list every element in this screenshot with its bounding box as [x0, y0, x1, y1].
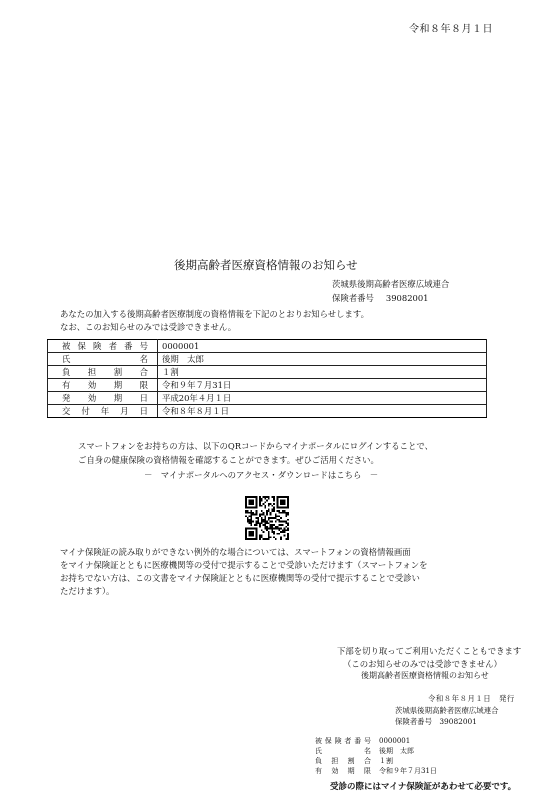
mini-copay-rate-value: １割	[379, 757, 393, 765]
cut-off-note	[337, 647, 521, 673]
table-row	[315, 768, 437, 778]
smartphone-line: ご自身の健康保険の資格情報を確認することができます。ぜひご活用ください。	[78, 455, 379, 465]
smartphone-guidance	[78, 442, 433, 470]
detachable-info	[315, 738, 437, 778]
table-row	[48, 353, 487, 366]
mini-expiry-value: 令和９年７月31日	[379, 767, 437, 775]
table-row	[48, 392, 487, 405]
mini-name-value: 後期 太郎	[379, 747, 414, 755]
intro-text	[60, 310, 369, 336]
issuer-name: 茨城県後期高齢者医療広域連合	[332, 279, 450, 289]
name-value: 後期 太郎	[158, 353, 487, 366]
exception-line: マイナ保険証の読み取りができない例外的な場合については、スマートフォンの資格情報画面	[60, 547, 411, 557]
intro-line: なお、このお知らせのみでは受診できません。	[60, 322, 237, 332]
detachable-insurer-number: 保険者番号 39082001	[395, 717, 477, 726]
expiry-value: 令和９年７月31日	[158, 379, 487, 392]
qualification-info-table	[47, 339, 487, 418]
insured-number-label: 被保険者番号	[48, 340, 158, 353]
exception-line: お持ちでない方は、この文書をマイナ保険証とともに医療機関等の受付で提示することで受診い	[60, 573, 420, 583]
detachable-title: 後期高齢者医療資格情報のお知らせ	[361, 671, 489, 680]
exception-line: ただけます）。	[60, 586, 115, 596]
table-row	[48, 366, 487, 379]
mini-name-label: 氏名	[315, 747, 371, 755]
detachable-issue-line: 令和８年８月１日 発行	[428, 694, 515, 703]
detachable-notice: 受診の際にはマイナ保険証があわせて必要です。	[330, 782, 517, 792]
mini-insured-number-value: 0000001	[379, 737, 411, 745]
qr-code[interactable]	[245, 496, 289, 540]
issuer-block	[332, 280, 449, 308]
effective-date-label: 発効期日	[48, 392, 158, 405]
issue-date-value: 令和８年８月１日	[158, 405, 487, 418]
portal-access-link[interactable]: － マイナポータルへのアクセス・ダウンロードはこちら －	[144, 470, 379, 480]
insurer-number-label: 保険者番号	[332, 293, 374, 303]
table-row	[48, 340, 487, 353]
document-title: 後期高齢者医療資格情報のお知らせ	[174, 258, 358, 272]
cut-note-line: 下部を切り取ってご利用いただくこともできます	[337, 646, 522, 656]
intro-line: あなたの加入する後期高齢者医療制度の資格情報を下記のとおりお知らせします。	[60, 309, 369, 319]
mini-insured-number-label: 被保険者番号	[315, 737, 371, 745]
table-row	[48, 405, 487, 418]
mini-copay-rate-label: 負担割合	[315, 757, 371, 765]
insurer-number: 39082001	[385, 293, 429, 303]
copay-rate-label: 負担割合	[48, 366, 158, 379]
mini-expiry-label: 有効期限	[315, 767, 371, 775]
issue-date: 令和８年８月１日	[409, 24, 493, 35]
table-row	[48, 379, 487, 392]
exception-guidance	[60, 548, 428, 600]
expiry-label: 有効期限	[48, 379, 158, 392]
effective-date-value: 平成20年４月１日	[158, 392, 487, 405]
smartphone-line: スマートフォンをお持ちの方は、以下のQRコードからマイナポータルにログインすることで、	[78, 441, 433, 451]
insurer-number-line	[332, 294, 449, 308]
detachable-issuer-name: 茨城県後期高齢者医療広域連合	[395, 706, 499, 715]
exception-line: をマイナ保険証とともに医療機関等の受付で提示することで受診いただけます（スマートフォンを	[60, 560, 428, 570]
cut-note-line: （このお知らせのみでは受診できません）	[343, 659, 502, 669]
name-label: 氏名	[48, 353, 158, 366]
insured-number-value: 0000001	[158, 340, 487, 353]
issue-date-label: 交付年月日	[48, 405, 158, 418]
detachable-issuer	[395, 707, 498, 729]
copay-rate-value: １割	[158, 366, 487, 379]
